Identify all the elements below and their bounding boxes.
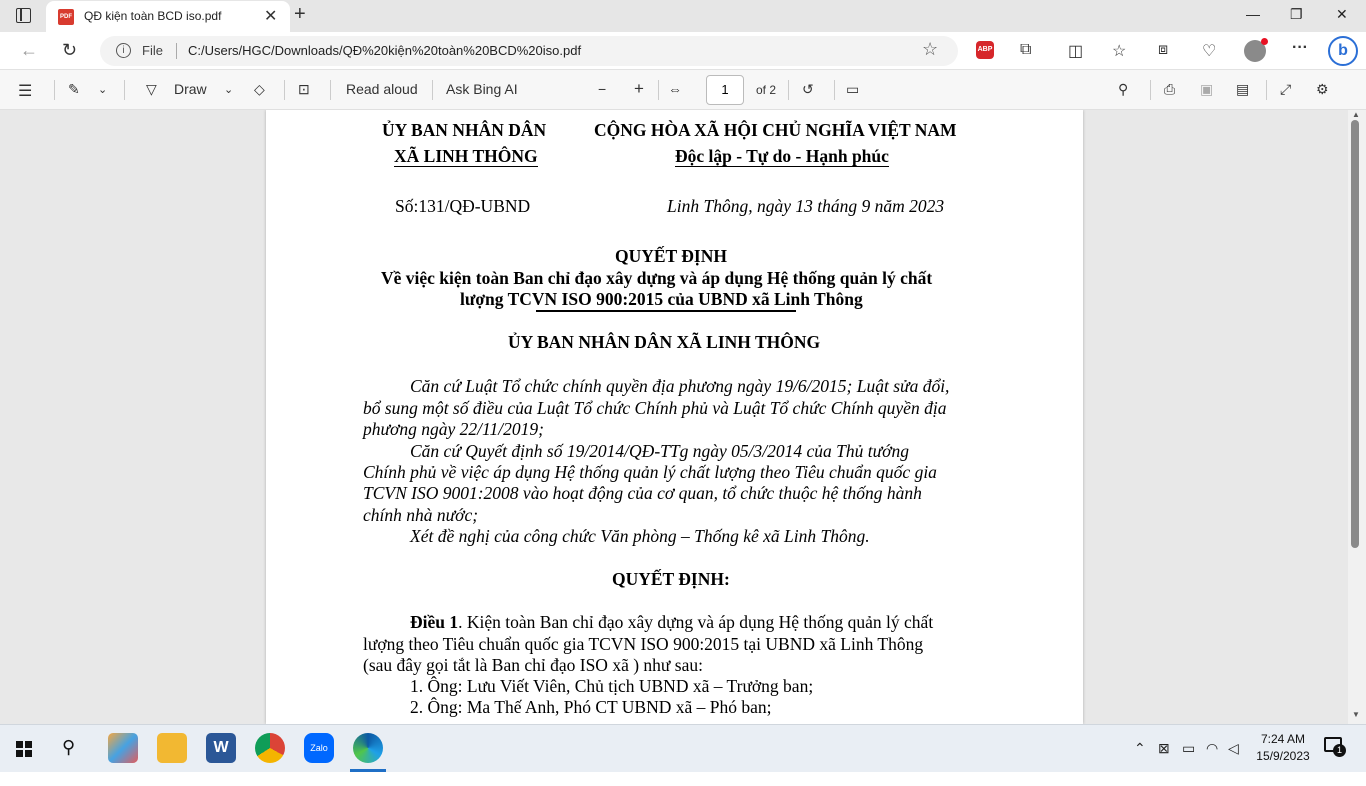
basis-line: chính nhà nước; [363, 505, 479, 525]
system-clock[interactable] [1254, 731, 1312, 765]
zalo-icon[interactable]: Zalo [304, 733, 334, 763]
pdf-toolbar [0, 70, 1366, 110]
search-icon[interactable]: ⚲ [1118, 81, 1129, 97]
chrome-icon[interactable] [255, 733, 285, 763]
read-aloud-button[interactable]: Read aloud [346, 81, 418, 97]
authority-heading: ỦY BAN NHÂN DÂN XÃ LINH THÔNG [508, 332, 821, 352]
tab-bar [0, 0, 1366, 32]
bottom-strip [0, 772, 1366, 786]
highlight-icon[interactable]: ✎ [68, 81, 80, 97]
chevron-down-icon[interactable]: ⌄ [224, 84, 234, 96]
article1-line2: lượng theo Tiêu chuẩn quốc gia TCVN ISO 900:2015 tại UBND xã Linh Thông [363, 634, 924, 654]
new-tab-button[interactable]: + [294, 3, 306, 25]
draw-button[interactable]: Draw [174, 81, 207, 97]
maximize-button[interactable]: ❐ [1290, 6, 1303, 22]
bing-chat-icon[interactable]: b [1328, 36, 1358, 66]
chevron-down-icon[interactable]: ⌄ [98, 84, 108, 96]
clock-date: 15/9/2023 [1256, 749, 1310, 763]
tab-title: QĐ kiện toàn BCD iso.pdf [84, 9, 222, 23]
divider [1266, 80, 1267, 100]
subject-underline [536, 310, 796, 312]
back-arrow-icon[interactable]: ← [20, 40, 38, 60]
divider [834, 80, 835, 100]
more-menu-icon[interactable]: ··· [1292, 39, 1308, 56]
notification-count: 1 [1333, 744, 1346, 757]
info-icon[interactable]: i [116, 43, 131, 58]
contents-icon[interactable]: ☰ [18, 83, 33, 100]
file-explorer-icon[interactable] [157, 733, 187, 763]
divider [658, 80, 659, 100]
zoom-out-icon[interactable]: − [598, 81, 607, 97]
divider [788, 80, 789, 100]
rotate-icon[interactable]: ↺ [802, 81, 814, 97]
draw-icon[interactable]: ▽ [146, 81, 157, 97]
address-bar[interactable] [100, 36, 958, 66]
page-total: of 2 [756, 83, 777, 97]
article1-line3: (sau đây gọi tắt là Ban chỉ đạo ISO xã ) như sau: [363, 655, 703, 675]
split-screen-icon[interactable]: ◫ [1068, 43, 1084, 60]
adblock-extension-icon[interactable]: ABP [976, 41, 994, 59]
nation-motto-text: Độc lập - Tự do - Hạnh phúc [675, 146, 889, 166]
favorite-star-icon[interactable]: ☆ [922, 39, 939, 59]
decides-heading: QUYẾT ĐỊNH: [612, 569, 730, 589]
save-as-icon[interactable]: ▤ [1236, 81, 1250, 97]
basis-line: TCVN ISO 9001:2008 vào hoạt động của cơ quan, tổ chức thuộc hệ thống hành [363, 483, 922, 503]
windows-start-icon[interactable] [16, 741, 32, 757]
basis-line: Căn cứ Quyết định số 19/2014/QĐ-TTg ngày 05/3/2014 của Thủ tướng [410, 441, 909, 461]
clock-time: 7:24 AM [1260, 732, 1306, 746]
article1-text: . Kiện toàn Ban chỉ đạo xây dựng và áp dụng Hệ thống quản lý chất [458, 612, 934, 632]
subject-line1: Về việc kiện toàn Ban chỉ đạo xây dựng và áp dụng Hệ thống quản lý chất [381, 268, 933, 288]
place-date: Linh Thông, ngày 13 tháng 9 năm 2023 [667, 196, 945, 216]
divider [432, 80, 433, 100]
text-box-icon[interactable]: ⊡ [298, 81, 310, 97]
basis-line: Chính phủ về việc áp dụng Hệ thống quản lý chất lượng theo Tiêu chuẩn quốc gia [363, 462, 937, 482]
word-icon[interactable]: W [206, 733, 236, 763]
edge-icon[interactable] [353, 733, 383, 763]
basis-line: phương ngày 22/11/2019; [363, 419, 544, 439]
battery-icon[interactable]: ▭ [1182, 740, 1196, 756]
basis-line: Xét đề nghị của công chức Văn phòng – Thống kê xã Linh Thông. [410, 526, 870, 546]
member-item: 1. Ông: Lưu Viết Viên, Chủ tịch UBND xã – Trưởng ban; [410, 676, 814, 696]
profile-avatar[interactable] [1244, 40, 1266, 62]
org-name-line2-text: XÃ LINH THÔNG [394, 146, 538, 166]
scrollbar-thumb[interactable] [1351, 120, 1359, 548]
divider [124, 80, 125, 100]
page-view-icon[interactable]: ▭ [846, 81, 860, 97]
scheme-label: File [142, 43, 163, 58]
document-number: Số:131/QĐ-UBND [395, 196, 531, 216]
settings-gear-icon[interactable]: ⚙ [1316, 81, 1329, 97]
eraser-icon[interactable]: ◇ [254, 81, 265, 97]
divider [284, 80, 285, 100]
scroll-down-icon[interactable]: ▼ [1352, 710, 1360, 719]
refresh-icon[interactable]: ↻ [62, 40, 78, 60]
taskbar [0, 724, 1366, 772]
org-name-line1: ỦY BAN NHÂN DÂN [382, 120, 547, 140]
document-title: QUYẾT ĐỊNH [615, 246, 727, 266]
tab-actions-icon[interactable] [16, 8, 31, 23]
fit-width-icon[interactable]: ⇔ [668, 81, 682, 97]
pdf-page [266, 110, 1083, 724]
vertical-scrollbar[interactable] [1348, 110, 1366, 724]
divider [54, 80, 55, 100]
zoom-in-icon[interactable]: + [634, 79, 644, 98]
save-icon[interactable]: ▣ [1200, 81, 1214, 97]
member-item: 2. Ông: Ma Thế Anh, Phó CT UBND xã – Phó ban; [410, 697, 772, 717]
wifi-icon[interactable]: ◠ [1206, 740, 1219, 756]
volume-icon[interactable]: ◁ [1228, 740, 1239, 756]
scroll-up-icon[interactable]: ▲ [1352, 110, 1360, 119]
tab-active[interactable] [46, 1, 290, 32]
basis-line: Căn cứ Luật Tổ chức chính quyền địa phương ngày 19/6/2015; Luật sửa đổi, [410, 376, 950, 396]
subject-line2: lượng TCVN ISO 900:2015 của UBND xã Linh Thông [460, 289, 863, 309]
search-icon[interactable]: ⚲ [62, 737, 76, 757]
chevron-up-icon[interactable]: ⌃ [1134, 740, 1146, 756]
notification-icon[interactable] [1324, 737, 1346, 757]
close-window-button[interactable]: ✕ [1336, 6, 1348, 22]
nation-title: CỘNG HÒA XÃ HỘI CHỦ NGHĨA VIỆT NAM [594, 120, 957, 140]
org-name-line2 [394, 146, 542, 167]
pdf-viewer[interactable] [0, 110, 1366, 724]
ask-bing-button[interactable]: Ask Bing AI [446, 81, 518, 97]
browser-essentials-icon[interactable]: ♡ [1202, 43, 1217, 60]
print-icon[interactable]: ⎙ [1164, 81, 1176, 97]
article1-line1 [410, 612, 933, 633]
page-number-input[interactable]: 1 [706, 75, 744, 105]
collections-icon[interactable]: ⧈ [1158, 41, 1169, 58]
divider [176, 43, 177, 59]
divider [1150, 80, 1151, 100]
minimize-button[interactable]: — [1246, 6, 1260, 22]
favorites-icon[interactable]: ☆ [1112, 43, 1127, 60]
divider [330, 80, 331, 100]
pdf-icon: PDF [58, 9, 74, 25]
extensions-icon[interactable]: ⧉ [1020, 41, 1032, 58]
camera-icon[interactable]: ⊠ [1158, 740, 1170, 756]
paint-icon[interactable] [108, 733, 138, 763]
basis-line: bổ sung một số điều của Luật Tổ chức Chính phủ và Luật Tổ chức Chính quyền địa [363, 398, 947, 418]
nation-motto [675, 146, 889, 167]
url-text[interactable]: C:/Users/HGC/Downloads/QĐ%20kiện%20toàn%20BCD%20iso.pdf [188, 43, 582, 58]
close-tab-icon[interactable]: ✕ [264, 8, 278, 25]
article1-label: Điều 1 [410, 612, 459, 632]
fullscreen-icon[interactable]: ⤢ [1280, 81, 1292, 97]
